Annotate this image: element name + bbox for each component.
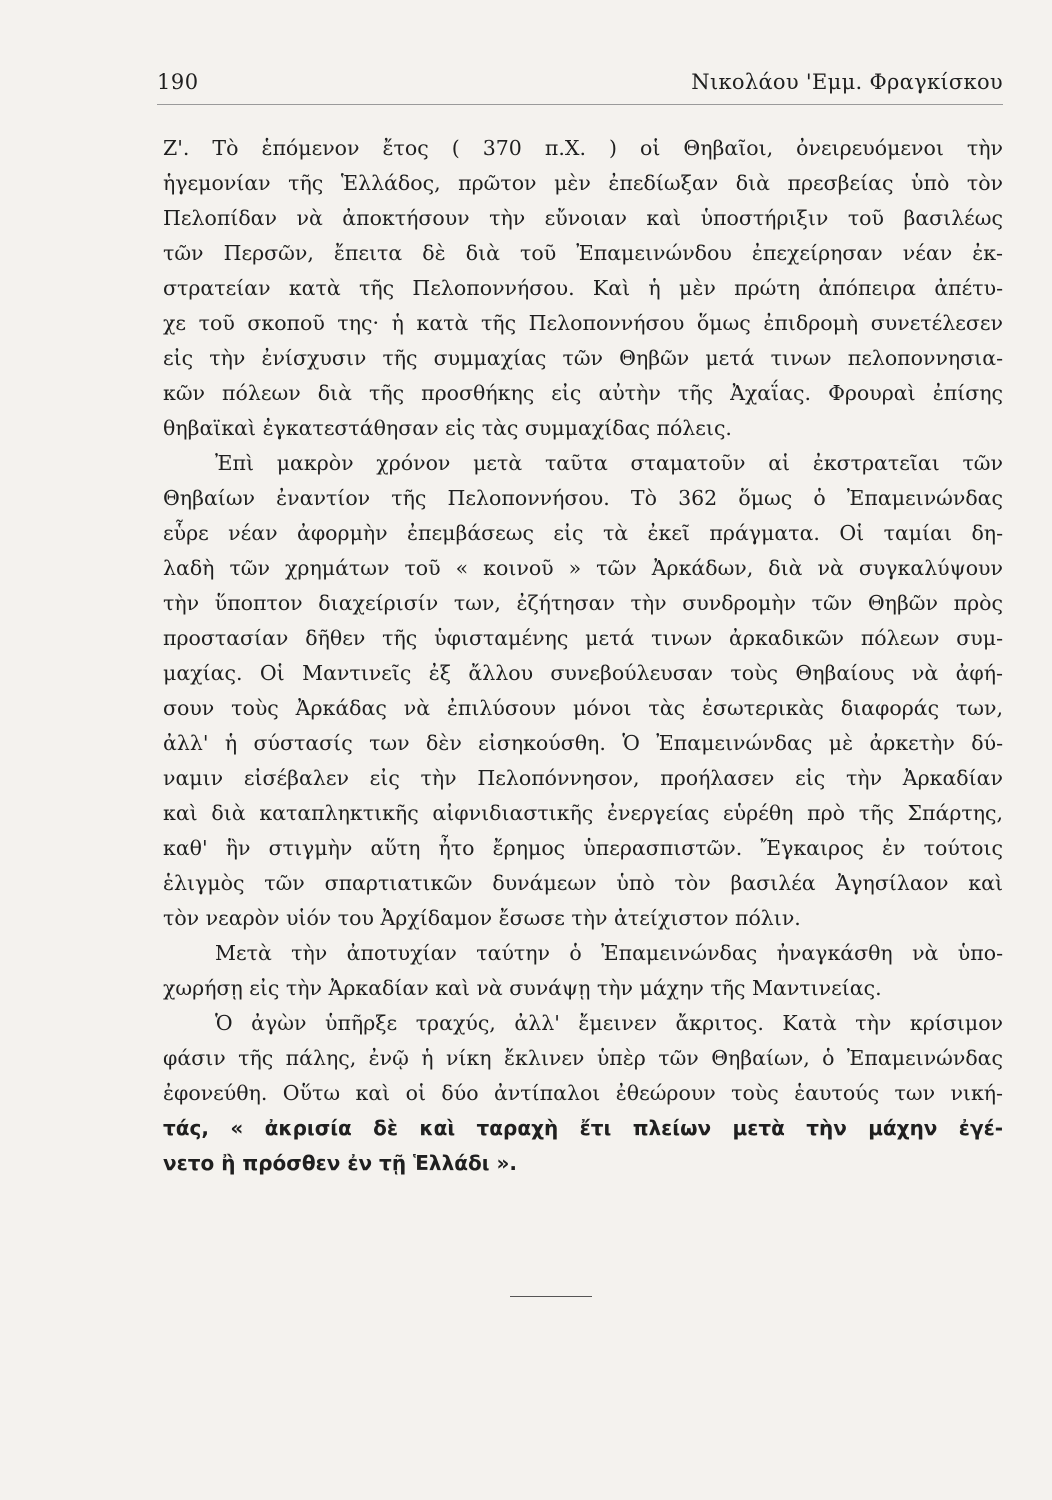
text-line: φάσιν τῆς πάλης, ἐνῷ ἡ νίκη ἔκλινεν ὑπὲρ τῶν Θηβαίων, ὁ Ἐπαμεινώνδας	[163, 1046, 1003, 1070]
text-line: Ὁ ἀγὼν ὑπῆρξε τραχύς, ἀλλ' ἔμεινεν ἄκριτος. Κατὰ τὴν κρίσιμον	[215, 1011, 1003, 1035]
text-line: τὴν ὕποπτον διαχείρισίν των, ἐζήτησαν τὴν συνδρομὴν τῶν Θηβῶν πρὸς	[163, 591, 1003, 615]
text-line: ἐφονεύθη. Οὕτω καὶ οἱ δύο ἀντίπαλοι ἐθεώρουν τοὺς ἑαυτούς των νική-	[163, 1081, 1003, 1105]
text-line: τῶν Περσῶν, ἔπειτα δὲ διὰ τοῦ Ἐπαμεινώνδου ἐπεχείρησαν νέαν ἐκ-	[163, 241, 1003, 265]
text-line: καὶ διὰ καταπληκτικῆς αἰφνιδιαστικῆς ἐνεργείας εὑρέθη πρὸ τῆς Σπάρτης,	[163, 801, 1003, 825]
page-header	[157, 70, 1003, 100]
text-line: Μετὰ τὴν ἀποτυχίαν ταύτην ὁ Ἐπαμεινώνδας ἠναγκάσθη νὰ ὑπο-	[215, 941, 1003, 965]
header-rule	[157, 104, 1003, 105]
text-line: χε τοῦ σκοποῦ της· ἡ κατὰ τῆς Πελοποννήσου ὅμως ἐπιδρομὴ συνετέλεσεν	[163, 311, 1003, 335]
text-line: καθ' ἣν στιγμὴν αὕτη ἦτο ἔρημος ὑπερασπιστῶν. Ἔγκαιρος ἐν τούτοις	[163, 836, 1003, 860]
text-line: ἑλιγμὸς τῶν σπαρτιατικῶν δυνάμεων ὑπὸ τὸν βασιλέα Ἀγησίλαον καὶ	[163, 871, 1003, 895]
text-line: εἰς τὴν ἐνίσχυσιν τῆς συμμαχίας τῶν Θηβῶν μετά τινων πελοποννησια-	[163, 346, 1003, 370]
text-line: τὸν νεαρὸν υἱόν του Ἀρχίδαμον ἔσωσε τὴν ἀτείχιστον πόλιν.	[163, 906, 801, 930]
end-rule	[510, 1296, 592, 1297]
text-line: ναμιν εἰσέβαλεν εἰς τὴν Πελοπόννησον, προήλασεν εἰς τὴν Ἀρκαδίαν	[163, 766, 1003, 790]
text-line: κῶν πόλεων διὰ τῆς προσθήκης εἰς αὐτὴν τῆς Ἀχαΐας. Φρουραὶ ἐπίσης	[163, 381, 1003, 405]
text-line: μαχίας. Οἱ Μαντινεῖς ἐξ ἄλλου συνεβούλευσαν τοὺς Θηβαίους νὰ ἀφή-	[163, 661, 1003, 685]
text-line: στρατείαν κατὰ τῆς Πελοποννήσου. Καὶ ἡ μὲν πρώτη ἀπόπειρα ἀπέτυ-	[163, 276, 1003, 300]
text-line: Πελοπίδαν νὰ ἀποκτήσουν τὴν εὔνοιαν καὶ ὑποστήριξιν τοῦ βασιλέως	[163, 206, 1003, 230]
text-line: προστασίαν δῆθεν τῆς ὑφισταμένης μετά τινων ἀρκαδικῶν πόλεων συμ-	[163, 626, 1003, 650]
text-line: ἡγεμονίαν τῆς Ἑλλάδος, πρῶτον μὲν ἐπεδίωξαν διὰ πρεσβείας ὑπὸ τὸν	[163, 171, 1003, 195]
text-line: εὗρε νέαν ἀφορμὴν ἐπεμβάσεως εἰς τὰ ἐκεῖ πράγματα. Οἱ ταμίαι δη-	[163, 521, 1003, 545]
page-number: 190	[157, 70, 199, 94]
text-line: σουν τοὺς Ἀρκάδας νὰ ἐπιλύσουν μόνοι τὰς ἐσωτερικὰς διαφοράς των,	[163, 696, 1003, 720]
text-line-quotation: τάς, « ἀκρισία δὲ καὶ ταραχὴ ἔτι πλείων μετὰ τὴν μάχην ἐγέ-	[163, 1116, 1003, 1140]
running-head: Νικολάου 'Εμμ. Φραγκίσκου	[691, 70, 1003, 94]
text-line: θηβαϊκαὶ ἐγκατεστάθησαν εἰς τὰς συμμαχίδας πόλεις.	[163, 416, 732, 440]
text-line: Θηβαίων ἐναντίον τῆς Πελοποννήσου. Τὸ 362 ὅμως ὁ Ἐπαμεινώνδας	[163, 486, 1003, 510]
text-line: ἀλλ' ἡ σύστασίς των δὲν εἰσηκούσθη. Ὁ Ἐπαμεινώνδας μὲ ἀρκετὴν δύ-	[163, 731, 1003, 755]
text-line: λαδὴ τῶν χρημάτων τοῦ « κοινοῦ » τῶν Ἀρκάδων, διὰ νὰ συγκαλύψουν	[163, 556, 1003, 580]
text-line: Ζ'. Τὸ ἑπόμενον ἔτος ( 370 π.Χ. ) οἱ Θηβαῖοι, ὀνειρευόμενοι τὴν	[163, 136, 1003, 160]
text-line: Ἐπὶ μακρὸν χρόνον μετὰ ταῦτα σταματοῦν αἱ ἐκστρατεῖαι τῶν	[215, 451, 1003, 475]
text-line-quotation: νετο ἢ πρόσθεν ἐν τῇ Ἑλλάδι ».	[163, 1151, 517, 1175]
text-line: χωρήσῃ εἰς τὴν Ἀρκαδίαν καὶ νὰ συνάψῃ τὴν μάχην τῆς Μαντινείας.	[163, 976, 882, 1000]
